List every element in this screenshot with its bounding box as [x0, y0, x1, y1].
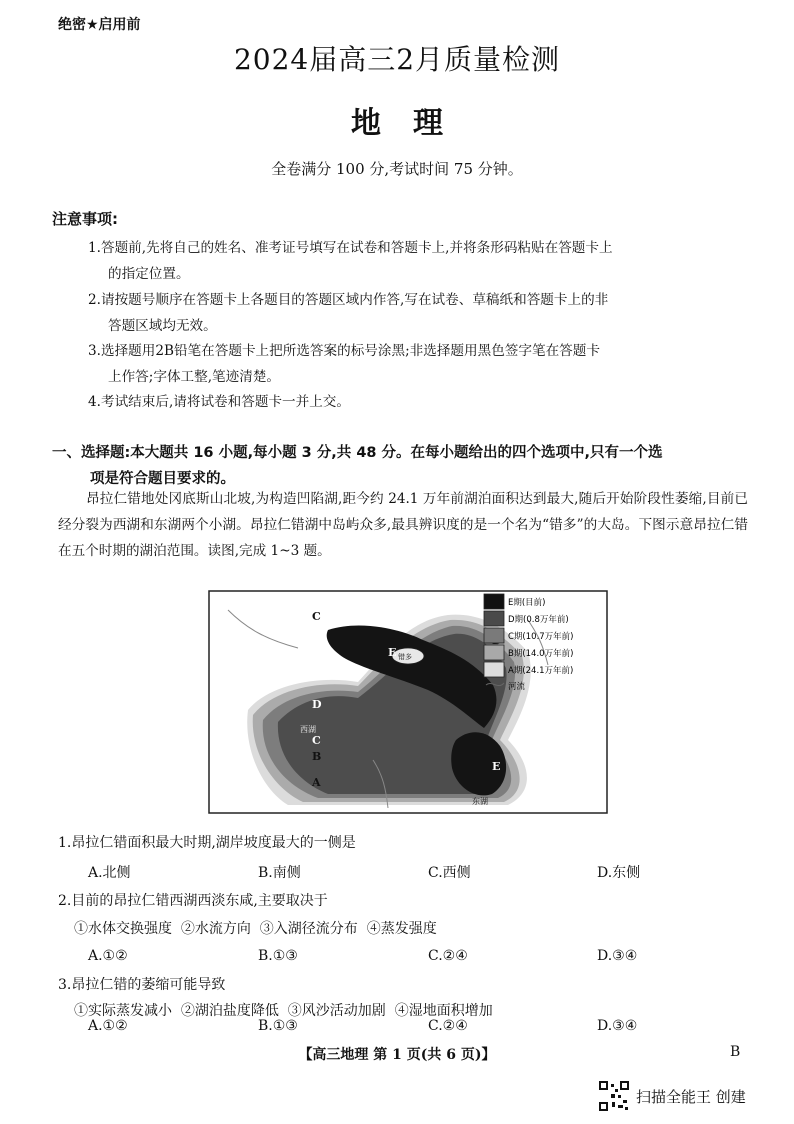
notice-item-2: 2.请按题号顺序在答题卡上各题目的答题区域内作答,写在试卷、草稿纸和答题卡上的非: [88, 292, 609, 308]
q2-option-c: C.②④: [428, 948, 468, 964]
legend-swatch-d: [484, 611, 504, 626]
q2-statements: ①水体交换强度 ②水流方向 ③入湖径流分布 ④蒸发强度: [74, 921, 437, 937]
subject-title: 地理: [351, 106, 475, 141]
q3-option-b: B.①③: [258, 1018, 298, 1034]
q2-option-d: D.③④: [597, 948, 638, 964]
label-c: C: [312, 610, 321, 623]
q3-option-c: C.②④: [428, 1018, 468, 1034]
q1-option-c: C.西侧: [428, 865, 471, 881]
section-heading-line2: 项是符合题目要求的。: [90, 471, 235, 487]
q1-option-d: D.东侧: [597, 865, 641, 881]
passage: 昂拉仁错地处冈底斯山北坡,为构造凹陷湖,距今约 24.1 万年前湖泊面积达到最大,随后开始阶段性萎缩,目前已经分裂为西湖和东湖两个小湖。昂拉仁错湖中岛屿众多,最具辨识度的是一个名为“错多”的大岛。下图示意昂拉仁错在五个时期的湖泊范围。读图,完成 1~3 题。: [58, 491, 748, 559]
label-e-right: E: [492, 760, 501, 773]
notice-item-3-cont: 上作答;字体工整,笔迹清楚。: [108, 369, 281, 385]
q2-option-b: B.①③: [258, 948, 298, 964]
legend-swatch-c: [484, 628, 504, 643]
notice-item-1: 1.答题前,先将自己的姓名、准考证号填写在试卷和答题卡上,并将条形码粘贴在答题卡上: [88, 240, 613, 256]
paper-version: B: [730, 1044, 741, 1060]
question-2-stem: 2.目前的昂拉仁错西湖西淡东咸,主要取决于: [58, 893, 328, 909]
label-island: 错多: [398, 653, 412, 661]
legend-label-a: A期(24.1万年前): [508, 666, 574, 676]
label-lake-west: 西湖: [300, 725, 316, 734]
q3-statements: ①实际蒸发减小 ②湖泊盐度降低 ③风沙活动加剧 ④湿地面积增加: [74, 1003, 493, 1019]
notice-item-3: 3.选择题用2B铅笔在答题卡上把所选答案的标号涂黑;非选择题用黑色签字笔在答题卡: [88, 343, 600, 359]
notice-item-1-cont: 的指定位置。: [108, 266, 190, 282]
section-heading: [52, 440, 752, 492]
legend-label-b: B期(14.0万年前): [508, 649, 574, 659]
notice-item-4: 4.考试结束后,请将试卷和答题卡一并上交。: [88, 394, 350, 410]
legend-swatch-b: [484, 645, 504, 660]
question-1-stem: 1.昂拉仁错面积最大时期,湖岸坡度最大的一侧是: [58, 835, 356, 851]
question-3-stem: 3.昂拉仁错的萎缩可能导致: [58, 977, 226, 993]
qr-code-icon: [598, 1080, 630, 1112]
q1-option-a: A.北侧: [88, 865, 131, 881]
label-e-left: E: [388, 646, 397, 659]
section-heading-line1: 一、选择题:本大题共 16 小题,每小题 3 分,共 48 分。在每小题给出的四个选项中,只有一个选: [52, 445, 663, 461]
legend-label-e: E期(目前): [508, 598, 546, 608]
q1-option-b: B.南侧: [258, 865, 301, 881]
label-a: A: [312, 776, 321, 789]
legend-swatch-e: [484, 594, 504, 609]
q3-option-d: D.③④: [597, 1018, 638, 1034]
confidential-mark: 绝密★启用前: [58, 17, 141, 33]
label-b: B: [312, 750, 322, 763]
page-footer: 【高三地理 第 1 页(共 6 页)】: [298, 1047, 496, 1063]
scanner-watermark: 扫描全能王 创建: [636, 1088, 746, 1106]
legend-label-river: 河流: [508, 682, 526, 692]
notice-heading: 注意事项:: [52, 210, 118, 228]
legend-swatch-a: [484, 662, 504, 677]
legend-label-d: D期(0.8万年前): [508, 615, 569, 625]
label-c-left: C: [312, 734, 321, 747]
q2-option-a: A.①②: [88, 948, 128, 964]
exam-title: 2024届高三2月质量检测: [233, 43, 561, 76]
lake-map: [208, 590, 608, 814]
label-lake-east: 东湖: [472, 797, 488, 806]
notice-item-2-cont: 答题区域均无效。: [108, 318, 217, 334]
legend-label-c: C期(10.7万年前): [508, 632, 574, 642]
score-note: 全卷满分 100 分,考试时间 75 分钟。: [271, 160, 523, 178]
label-d-left: D: [312, 698, 322, 711]
q3-option-a: A.①②: [88, 1018, 128, 1034]
